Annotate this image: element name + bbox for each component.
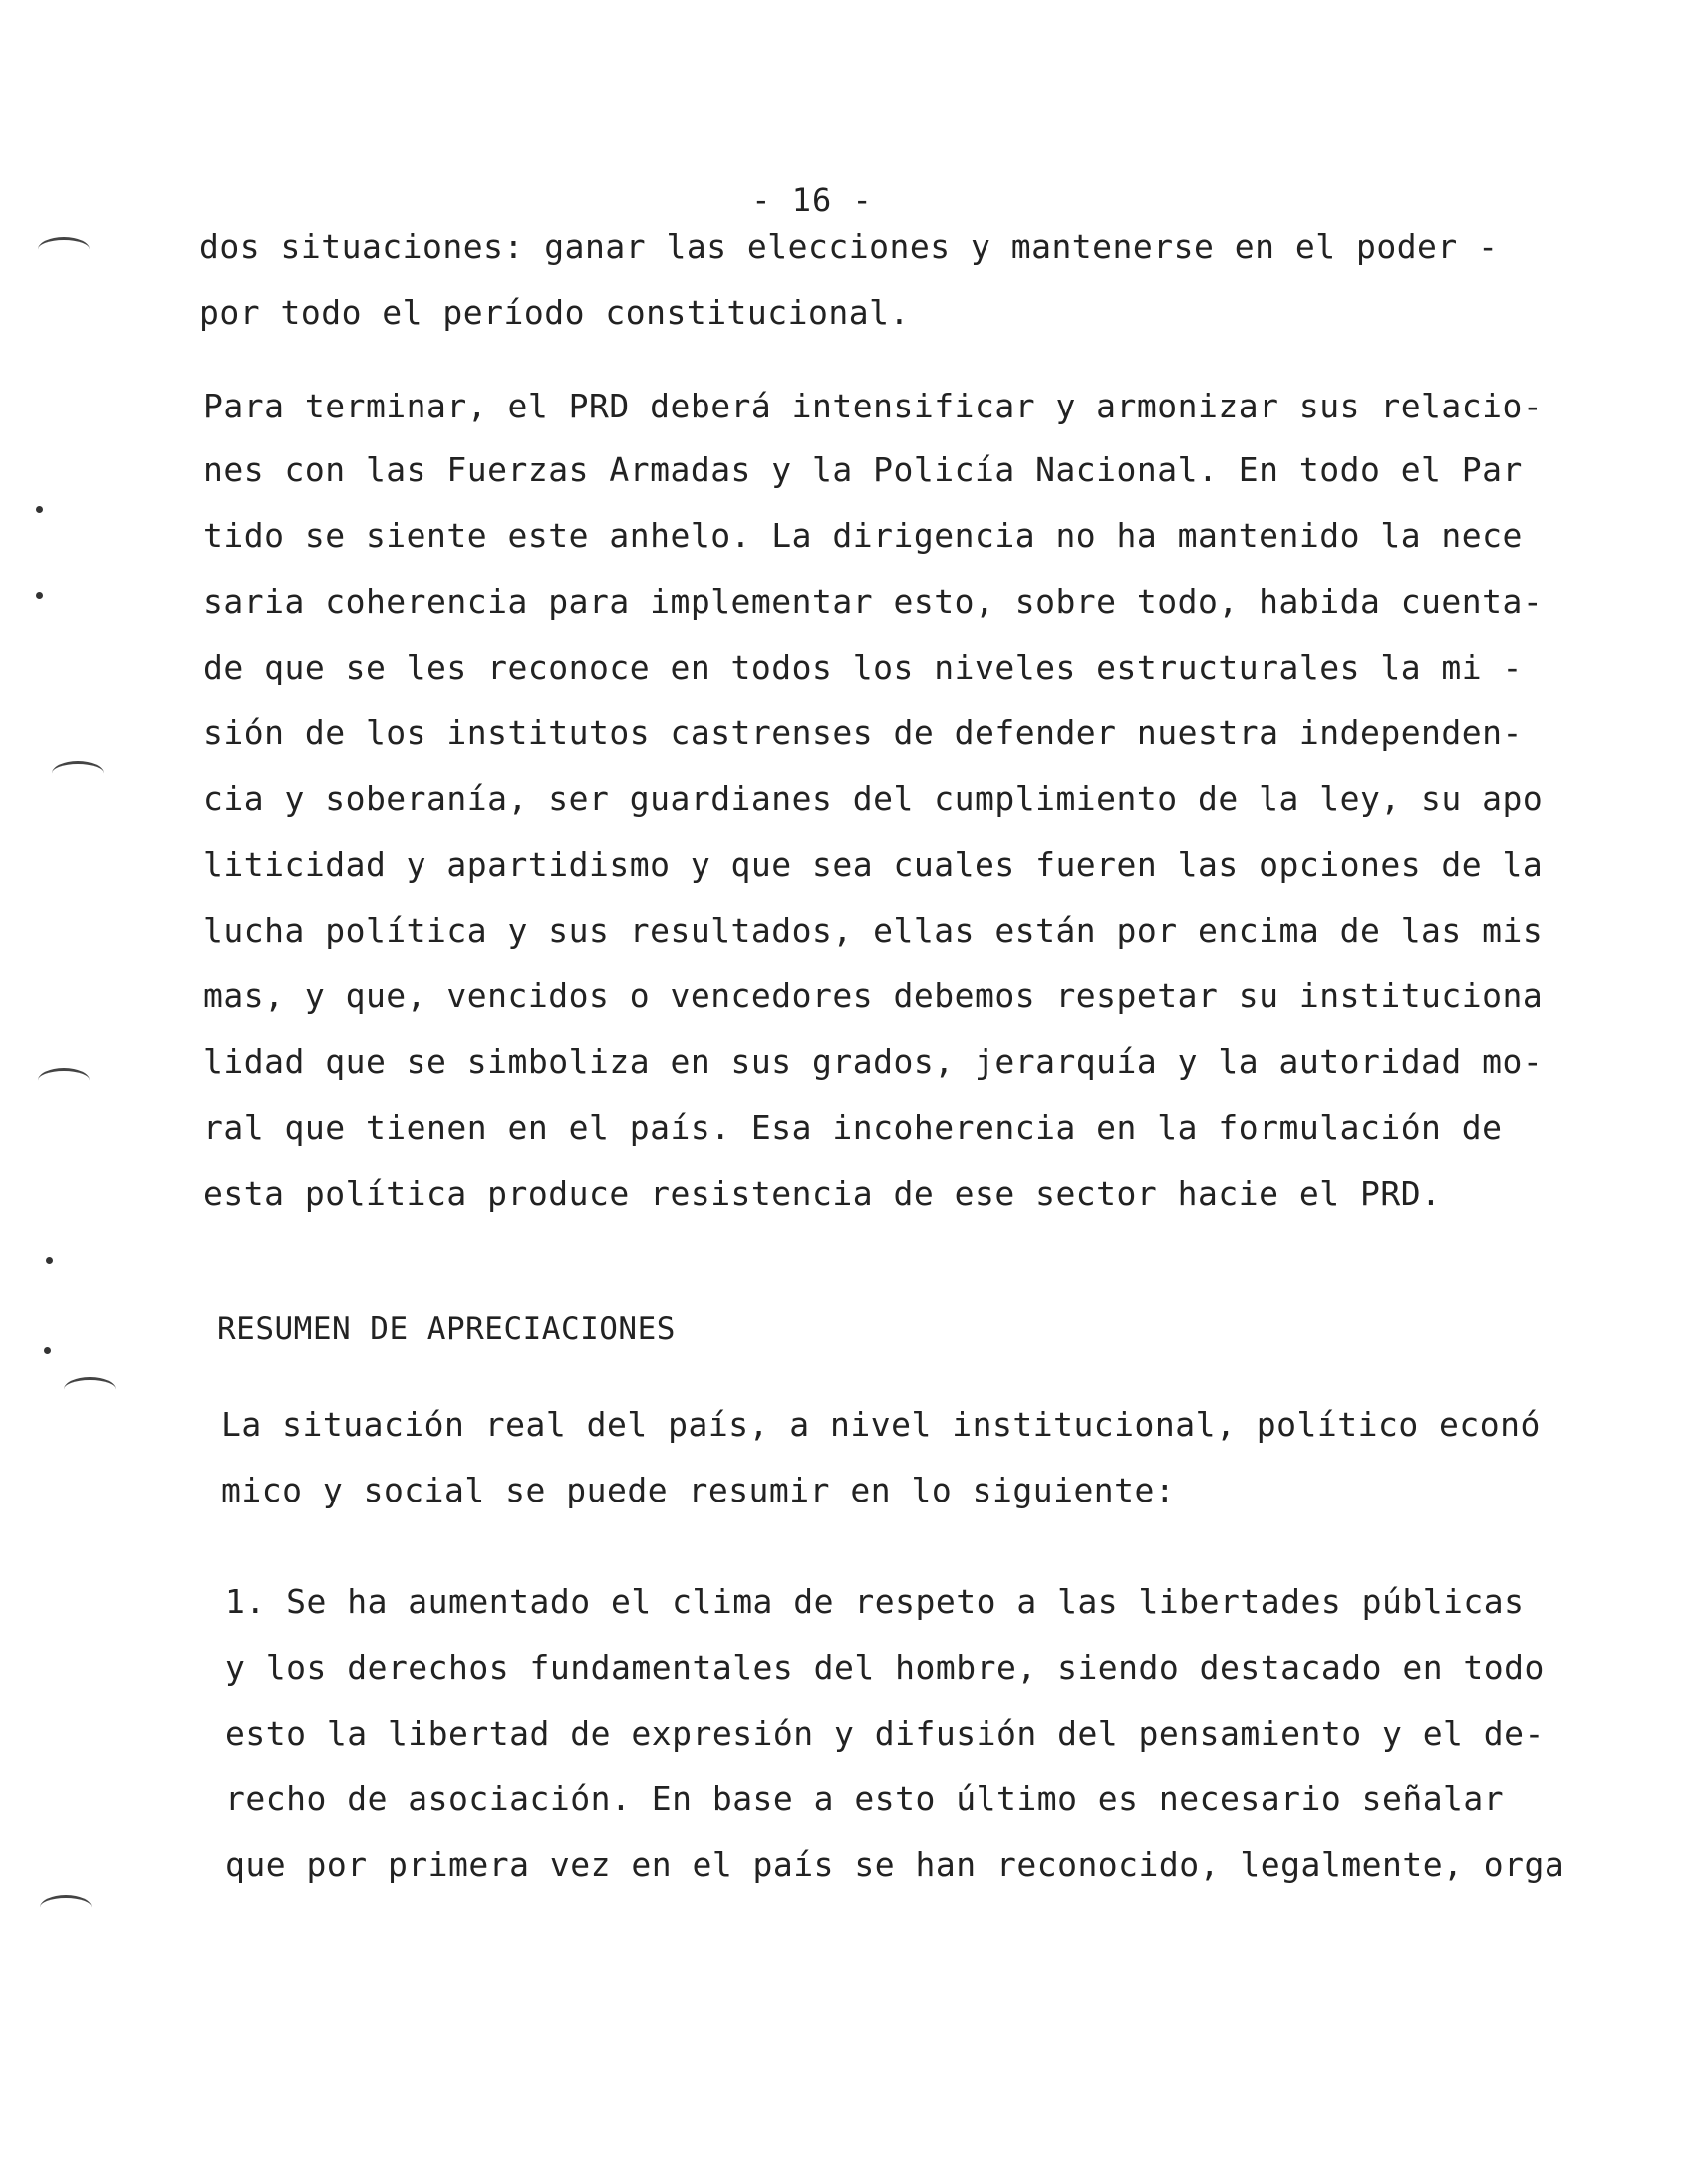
text-line: Para terminar, el PRD deberá intensificar y armonizar sus relacio-: [203, 387, 1544, 425]
text-line: La situación real del país, a nivel institucional, político econó: [221, 1405, 1541, 1444]
text-line: esto la libertad de expresión y difusión del pensamiento y el de-: [225, 1714, 1545, 1753]
scan-speck: [36, 506, 43, 513]
section-heading: RESUMEN DE APRECIACIONES: [217, 1311, 676, 1347]
text-line: y los derechos fundamentales del hombre, siendo destacado en todo: [225, 1648, 1545, 1687]
text-line: esta política produce resistencia de ese sector hacie el PRD.: [203, 1174, 1442, 1213]
text-line: cia y soberanía, ser guardianes del cumplimiento de la ley, su apo: [203, 779, 1544, 818]
text-line: 1. Se ha aumentado el clima de respeto a las libertades públicas: [225, 1582, 1525, 1621]
text-line: dos situaciones: ganar las elecciones y mantenerse en el poder -: [199, 227, 1499, 266]
text-line: lidad que se simboliza en sus grados, jerarquía y la autoridad mo-: [203, 1042, 1544, 1081]
text-line: de que se les reconoce en todos los niveles estructurales la mi -: [203, 648, 1523, 686]
punch-hole-mark: [40, 1895, 92, 1920]
text-line: por todo el período constitucional.: [199, 293, 910, 332]
text-line: tido se siente este anhelo. La dirigencia no ha mantenido la nece: [203, 516, 1523, 555]
punch-hole-mark: [64, 1377, 116, 1402]
text-line: nes con las Fuerzas Armadas y la Policía Nacional. En todo el Par: [203, 450, 1523, 489]
scan-speck: [46, 1257, 53, 1264]
text-line: ral que tienen en el país. Esa incoherencia en la formulación de: [203, 1108, 1503, 1147]
text-line: que por primera vez en el país se han reconocido, legalmente, orga: [225, 1845, 1565, 1884]
text-line: mico y social se puede resumir en lo siguiente:: [221, 1471, 1176, 1509]
text-line: lucha política y sus resultados, ellas están por encima de las mis: [203, 911, 1544, 950]
scan-speck: [44, 1347, 51, 1354]
text-line: saria coherencia para implementar esto, sobre todo, habida cuenta-: [203, 582, 1544, 621]
text-line: recho de asociación. En base a esto último es necesario señalar: [225, 1779, 1505, 1818]
punch-hole-mark: [38, 237, 90, 262]
text-line: mas, y que, vencidos o vencedores debemos respetar su instituciona: [203, 976, 1544, 1015]
text-line: sión de los institutos castrenses de defender nuestra independen-: [203, 713, 1523, 752]
text-line: liticidad y apartidismo y que sea cuales fueren las opciones de la: [203, 845, 1544, 884]
punch-hole-mark: [38, 1068, 90, 1093]
scan-speck: [36, 592, 43, 599]
punch-hole-mark: [52, 761, 104, 786]
page-number: - 16 -: [751, 181, 873, 219]
